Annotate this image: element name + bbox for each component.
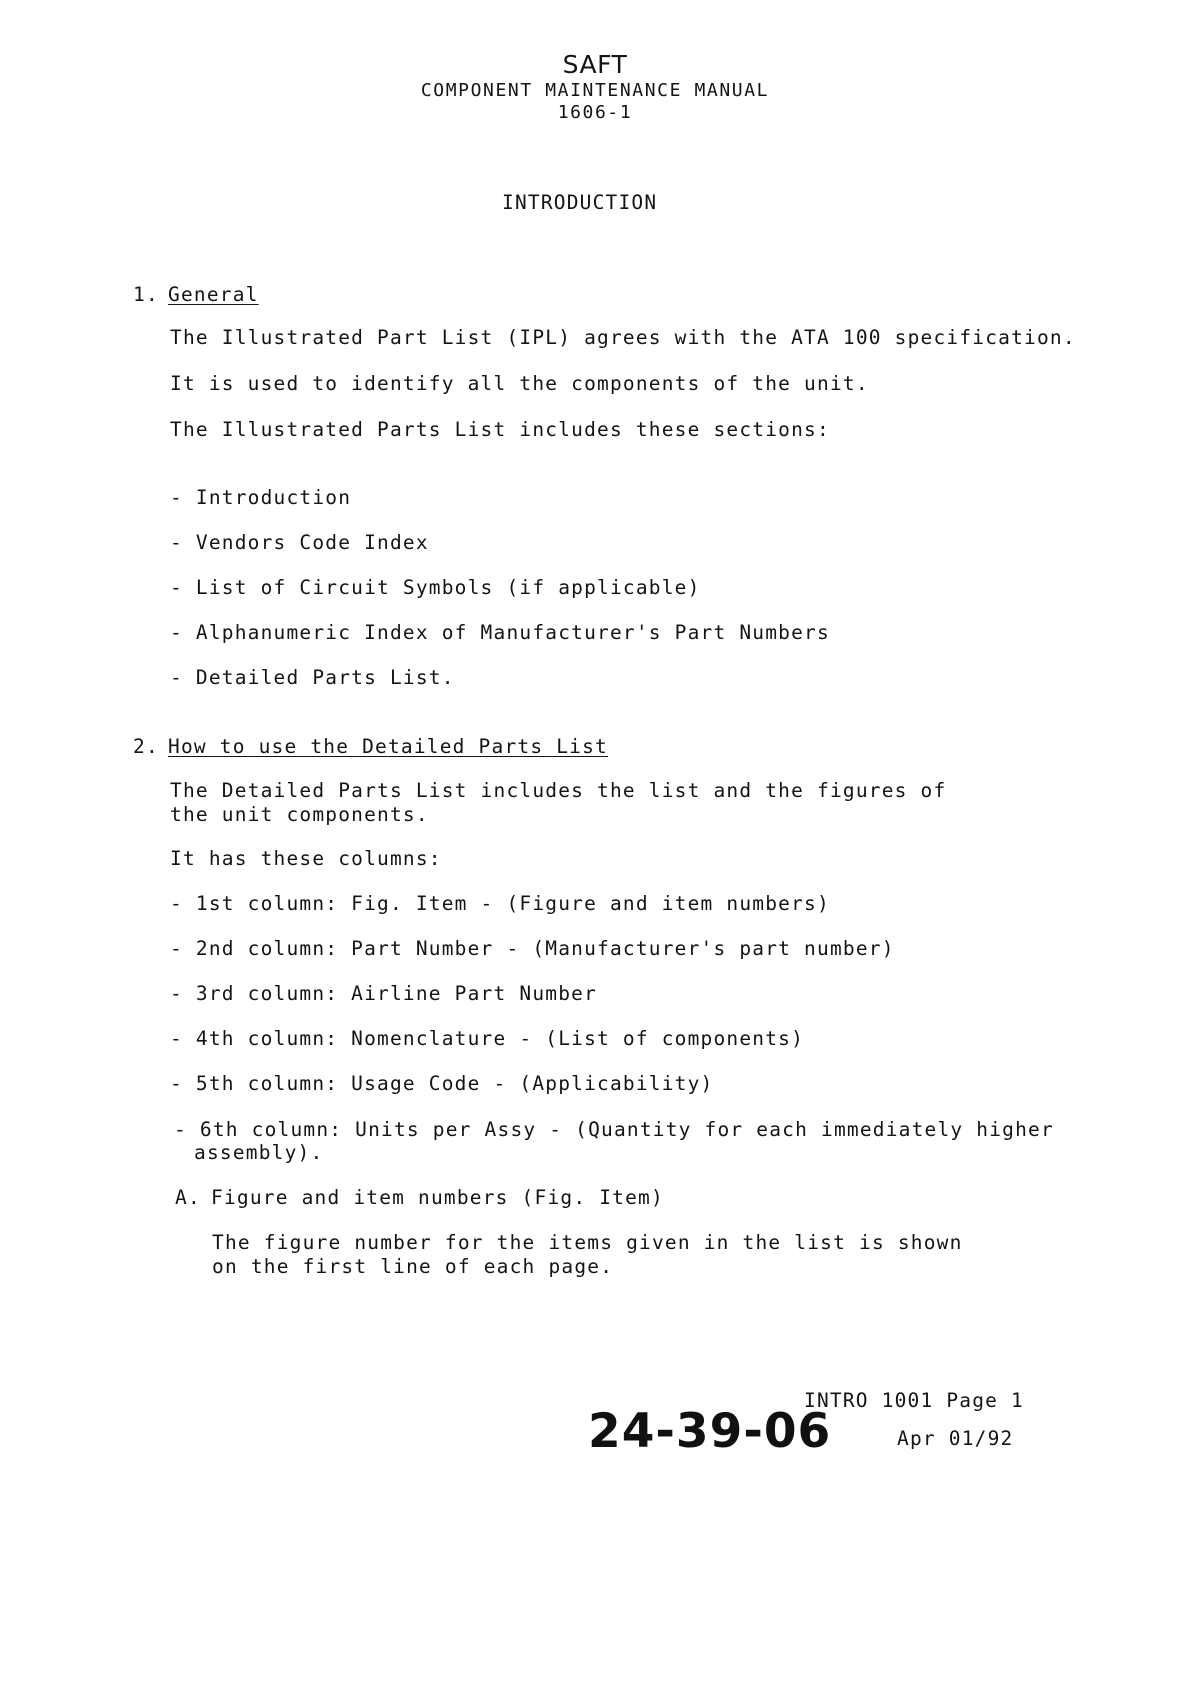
paragraph: It is used to identify all the components of the unit.	[170, 372, 869, 395]
section-1-heading: General	[168, 283, 259, 306]
subsection-a-heading: Figure and item numbers (Fig. Item)	[211, 1186, 664, 1209]
page-title: INTRODUCTION	[502, 191, 658, 214]
page-reference: INTRO 1001 Page 1	[804, 1389, 1024, 1412]
list-item: - Introduction	[170, 486, 352, 509]
list-item: - 1st column: Fig. Item - (Figure and item numbers)	[170, 892, 830, 915]
paragraph: The figure number for the items given in the list is shown on the first line of each page.	[212, 1231, 963, 1278]
list-item: - 6th column: Units per Assy - (Quantity for each immediately higher	[174, 1118, 1054, 1141]
list-item: - 2nd column: Part Number - (Manufacturer's part number)	[170, 937, 895, 960]
paragraph: The Illustrated Parts List includes these sections:	[170, 418, 830, 441]
manual-number: 1606-1	[557, 102, 633, 123]
paragraph: It has these columns:	[170, 847, 442, 870]
list-item-continuation: assembly).	[194, 1141, 324, 1164]
chapter-number: 24-39-06	[588, 1404, 832, 1459]
section-1-number: 1.	[133, 283, 159, 306]
manual-title: COMPONENT MAINTENANCE MANUAL	[420, 80, 770, 101]
section-2-heading: How to use the Detailed Parts List	[168, 735, 608, 758]
revision-date: Apr 01/92	[897, 1427, 1014, 1450]
list-item: - 3rd column: Airline Part Number	[170, 982, 598, 1005]
section-2-number: 2.	[133, 735, 159, 758]
paragraph: The Detailed Parts List includes the list and the figures of the unit components.	[170, 779, 947, 826]
list-item: - Alphanumeric Index of Manufacturer's Part Numbers	[170, 621, 830, 644]
list-item: - Detailed Parts List.	[170, 666, 455, 689]
list-item: - Vendors Code Index	[170, 531, 429, 554]
brand-name: SAFT	[562, 50, 628, 79]
list-item: - 5th column: Usage Code - (Applicability)	[170, 1072, 714, 1095]
subsection-a-label: A.	[175, 1186, 201, 1209]
paragraph: The Illustrated Part List (IPL) agrees with the ATA 100 specification.	[170, 326, 1076, 349]
list-item: - List of Circuit Symbols (if applicable)	[170, 576, 701, 599]
list-item: - 4th column: Nomenclature - (List of components)	[170, 1027, 805, 1050]
